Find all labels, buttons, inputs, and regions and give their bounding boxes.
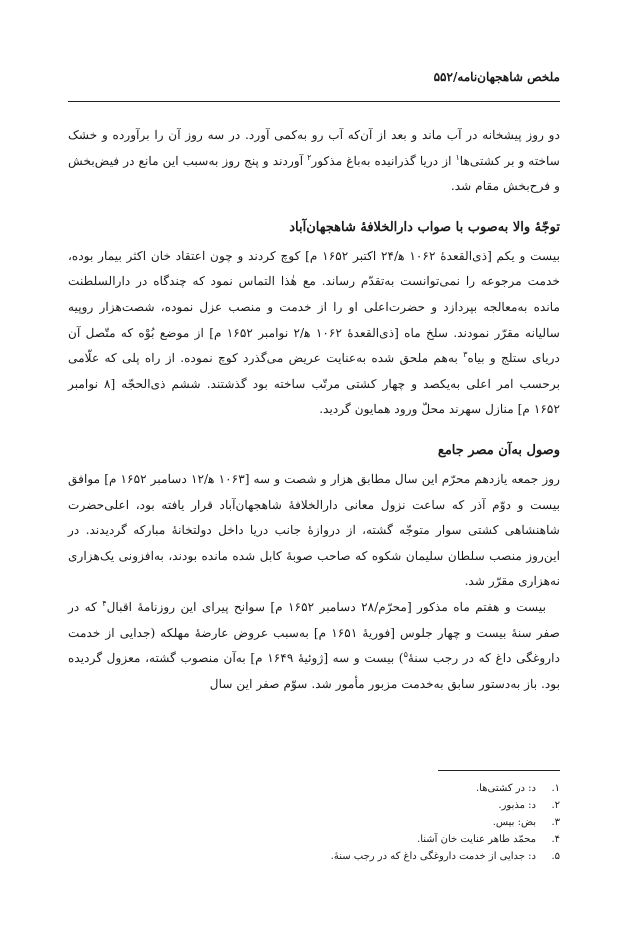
paragraph-1-text-b: از دریا گذرانیده به‌باغ مذکور <box>311 153 456 168</box>
paragraph-2 <box>68 244 560 423</box>
footnote-ref-3[interactable]: ۳ <box>463 350 468 360</box>
footnote-item <box>68 797 560 814</box>
footnote-item <box>68 848 560 865</box>
footnote-ref-2[interactable]: ۲ <box>307 152 312 162</box>
running-header: ملخص شاهجهان‌نامه/۵۵۲ <box>433 70 560 84</box>
footnote-number: ۱. <box>551 783 560 794</box>
footnotes <box>68 780 560 865</box>
footnote-ref-4[interactable]: ۴ <box>102 598 107 608</box>
paragraph-4 <box>68 595 560 697</box>
footnote-text: د: جدایی از خدمت داروغگی داغ که در رجب سنهٔ. <box>330 851 536 862</box>
footnote-text: د: مذبور. <box>498 800 536 811</box>
paragraph-1-text-c: آوردند و پنج روز به‌سبب این مانع در فیض‌بخش و فرح‌بخش مقام شد. <box>68 153 560 194</box>
footnote-number: ۵. <box>551 851 560 862</box>
footnote-number: ۲. <box>551 800 560 811</box>
footnote-divider <box>438 770 560 771</box>
footnote-text: محمّد طاهر عنایت خان آشنا. <box>417 834 536 845</box>
paragraph-2-text-b: به‌هم ملحق شده به‌عنایت عریض می‌گذرد کوچ نموده. از راه پلی که علّامی برحسب امر اعلی به‌یکصد و چهار کشتی مرتّب ساخته بود گذشتند. ششم ذی‌الحجّه [۸ نوامبر ۱۶۵۲ م] منازل سهرند محلّ ورود همایون گردید. <box>68 351 560 417</box>
paragraph-4-text-a: بیست و هفتم ماه مذکور [محرّم/۲۸ دسامبر ۱۶۵۲ م] سوانح پیرای این روزنامهٔ اقبال <box>106 599 546 614</box>
main-text <box>68 123 560 697</box>
footnote-number: ۴. <box>551 834 560 845</box>
paragraph-4-text-b: که در صفر سنهٔ بیست و چهار جلوس [فوریهٔ ۱۶۵۱ م] به‌سبب عروض عارضهٔ مهلکه (جدایی از خدمت داروغگی داغ که در رجب سنهٔ <box>68 599 561 666</box>
section-heading-2: وصول به‌آن مصر جامع <box>437 442 560 458</box>
paragraph-2-text-a: بیست و یکم [ذی‌القعدهٔ ۱۰۶۲ ه‍/۲۴ اکتبر ۱۶۵۲ م] کوچ کردند و چون اعتقاد خان اکثر بیمار بوده، خدمت مرجوعه را نمی‌توانست به‌تقدّم رساند. مع هٰذا التماس نمود که چندگاه در دارالسلطنت مانده به‌معالجه بپردازد و حضرت‌اعلی او را از خدمت و منصب عزل نموده، شصت‌هزار روپیه سالیانه مقرّر نمودند. سلخ ماه [ذی‌القعدهٔ ۱۰۶۲ ه‍/۲ نوامبر ۱۶۵۲ م] از موضع بُوْه که متّصل آن دریای ستلج و بیاه <box>68 248 560 366</box>
footnote-text: د: در کشتی‌ها. <box>476 783 536 794</box>
footnote-number: ۳. <box>551 817 560 828</box>
footnote-ref-5[interactable]: ۵ <box>403 650 408 660</box>
footnote-item <box>68 780 560 797</box>
paragraph-1-text-a: دو روز پیشخانه در آب ماند و بعد از آن‌که آب رو به‌کمی آورد. در سه روز آن را برآورده و خشک ساخته و بر کشتی‌ها <box>68 128 560 168</box>
footnote-text: بض: بیس. <box>492 817 536 828</box>
footnote-item <box>68 814 560 831</box>
paragraph-1 <box>68 123 560 200</box>
paragraph-4-text-c: ) بیست و سه [ژوئیهٔ ۱۶۴۹ م] به‌آن منصوب گشته، معزول گردیده بود. باز به‌دستور سابق به‌خدمت مزبور مأمور شد. سوّم صفر این سال <box>68 651 560 691</box>
footnote-ref-1[interactable]: ۱ <box>455 152 460 162</box>
section-heading-1: توجّهٔ والا به‌صوب با صواب دارالخلافهٔ شاهجهان‌آباد <box>289 219 560 235</box>
footnote-item <box>68 831 560 848</box>
header-divider <box>68 101 560 102</box>
paragraph-3: روز جمعه یازدهم محرّم این سال مطابق هزار و شصت و سه [۱۰۶۳ ه‍/۱۲ دسامبر ۱۶۵۲ م] موافق بیست و دوّم آذر که ساعت نزول معانی دارالخلافهٔ شاهجهان‌آباد قرار یافته بود، اعلی‌حضرت شاهنشاهی کشتی سوار متوجّه گشته، از دروازهٔ جانب دریا داخل دولتخانهٔ مبارکه گردیدند. در این‌روز منصب سلطان سلیمان شکوه که صاحب صوبهٔ کابل شده مانده بودند، به‌افزونی یک‌هزاری نه‌هزاری مقرّر شد. <box>68 471 560 589</box>
